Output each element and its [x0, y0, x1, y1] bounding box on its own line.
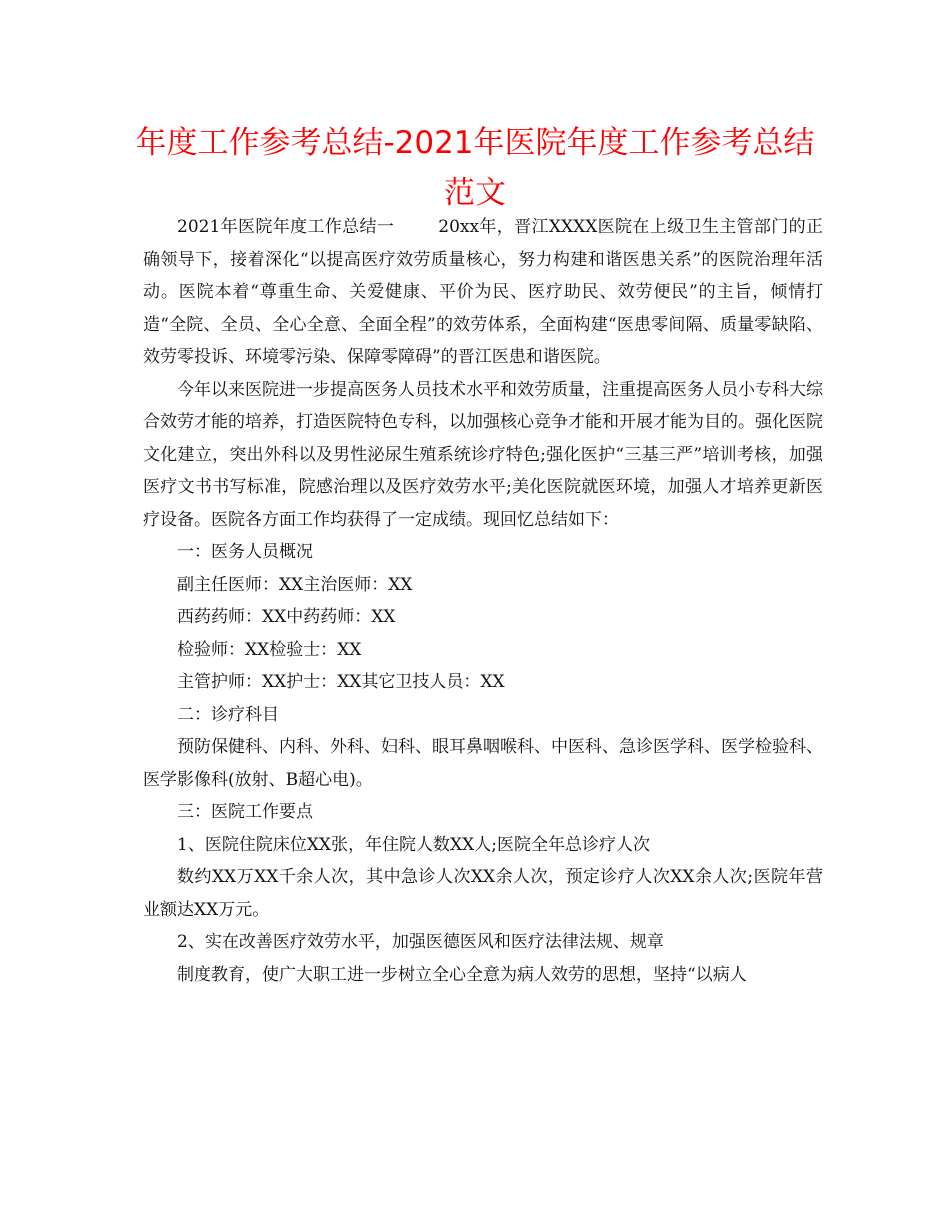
section-2-heading: 二：诊疗科目 — [177, 704, 279, 725]
point-1-detail: 数约XX万XX千余人次，其中急诊人次XX余人次，预定诊疗人次XX余人次;医院年营业额达XX万元。 — [143, 867, 823, 920]
intro-paragraph — [143, 211, 823, 374]
point-2-line: 2、实在改善医疗效劳水平，加强医德医风和医疗法律法规、规章 — [177, 932, 664, 952]
section-3-heading: 三：医院工作要点 — [177, 802, 313, 822]
staff-line-4: 主管护师：XX护士：XX其它卫技人员：XX — [177, 672, 505, 692]
point-1-line: 1、医院住院床位XX张，年住院人数XX人;医院全年总诊疗人次 — [177, 834, 650, 855]
staff-line-2: 西药药师：XX中药药师：XX — [177, 607, 396, 627]
staff-line-3: 检验师：XX检验士：XX — [177, 639, 362, 660]
document-body — [143, 211, 823, 991]
staff-line-1: 副主任医师：XX主治医师：XX — [177, 574, 413, 595]
document-title: 年度工作参考总结-2021年医院年度工作参考总结范文 — [135, 125, 815, 211]
departments-paragraph: 预防保健科、内科、外科、妇科、眼耳鼻咽喉科、中医科、急诊医学科、医学检验科、医学影像科(放射、B超心电)。 — [143, 737, 823, 790]
paragraph-2: 今年以来医院进一步提高医务人员技术水平和效劳质量，注重提高医务人员小专科大综合效劳才能的培养，打造医院特色专科，以加强核心竞争才能和开展才能为目的。强化医院文化建立，突出外科以及男性泌尿生殖系统诊疗特色;强化医护“三基三严”培训考核，加强医疗文书书写标准，院感治理以及医疗效劳水平;美化医院就医环境，加强人才培养更新医疗设备。医院各方面工作均获得了一定成绩。现回忆总结如下： — [143, 379, 823, 530]
intro-label: 2021年医院年度工作总结一 — [177, 217, 395, 237]
section-1-heading: 一：医务人员概况 — [177, 542, 313, 562]
intro-text: 20xx年，晋江XXXX医院在上级卫生主管部门的正确领导下，接着深化“以提高医疗效劳质量核心，努力构建和谐医患关系”的医院治理年活动。医院本着“尊重生命、关爱健康、平价为民、医疗助民、效劳便民”的主旨，倾情打造“全院、全员、全心全意、全面全程”的效劳体系，全面构建“医患零间隔、质量零缺陷、效劳零投诉、环境零污染、保障零障碍”的晋江医患和谐医院。 — [143, 217, 824, 367]
point-2-detail: 制度教育，使广大职工进一步树立全心全意为病人效劳的思想，坚持“以病人 — [177, 964, 747, 985]
